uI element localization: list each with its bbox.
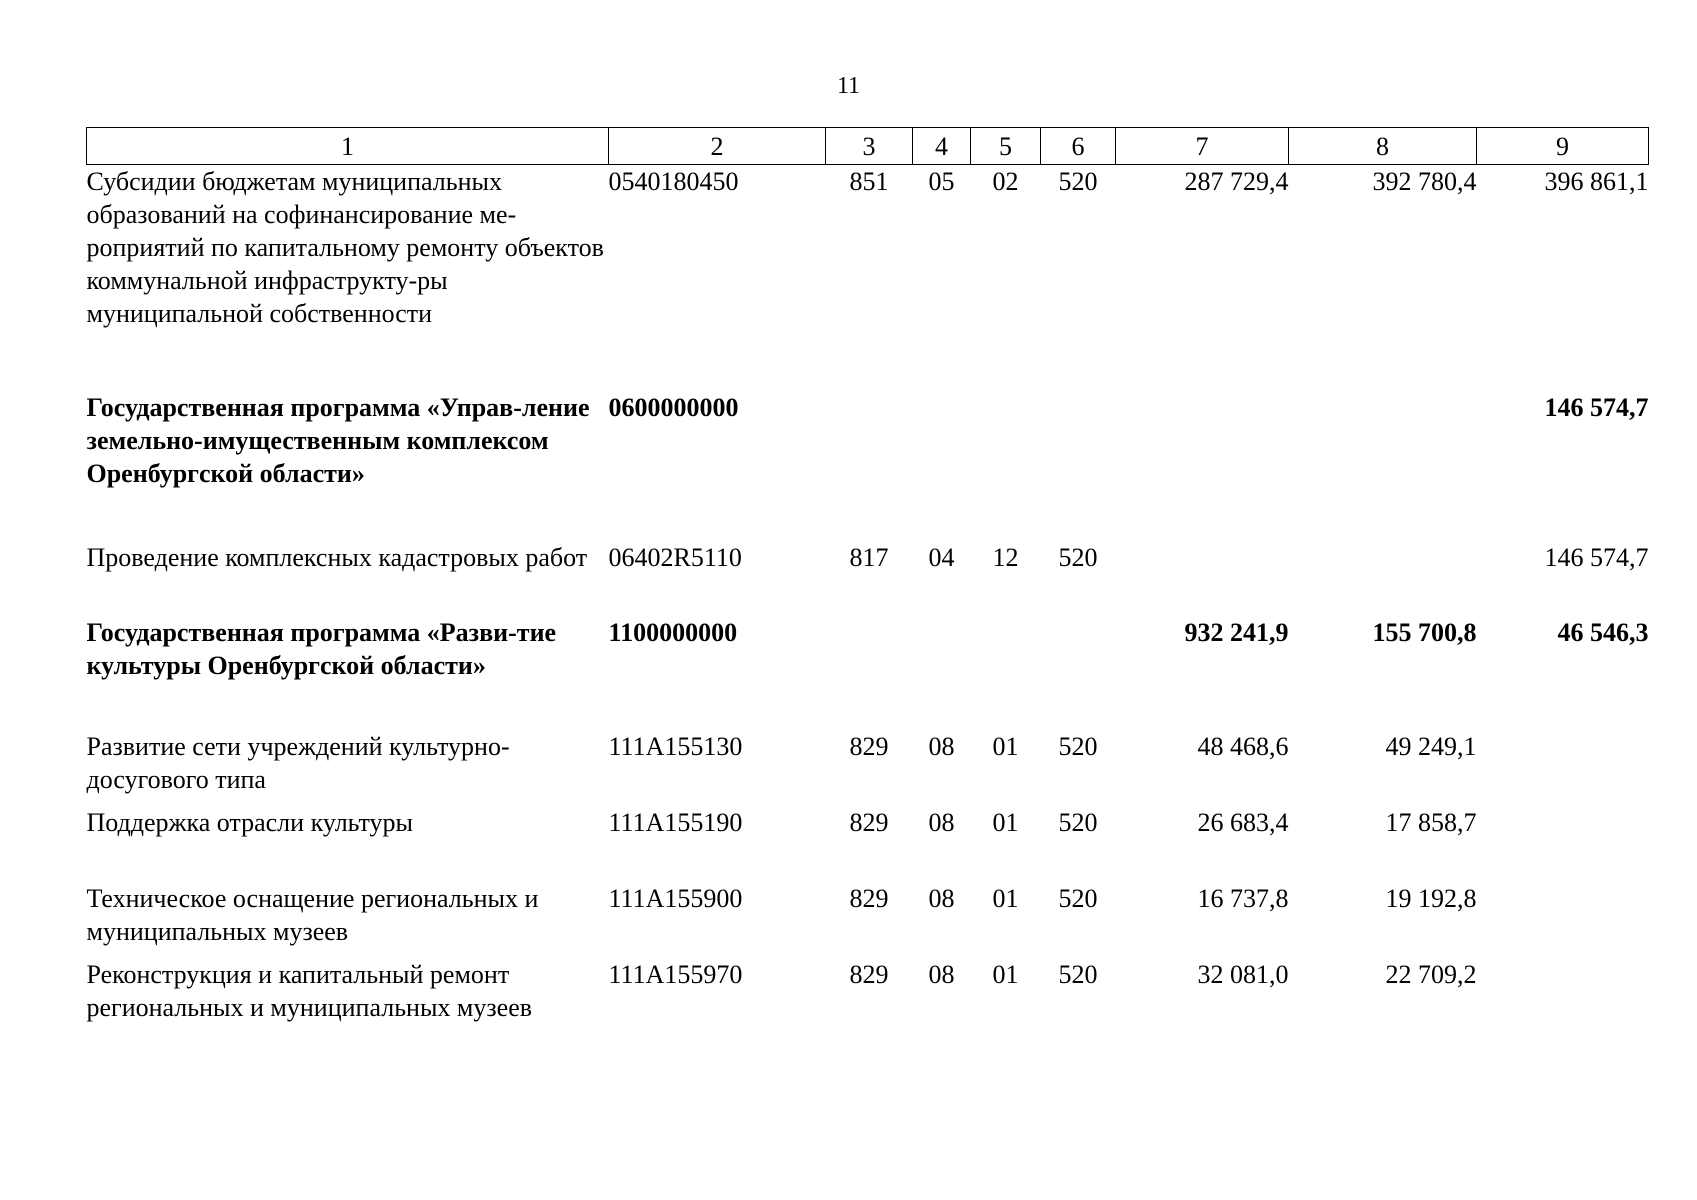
row-col3: 829 (849, 883, 889, 913)
table-row (87, 882, 1649, 958)
header-cell-2: 2 (609, 128, 826, 165)
header-cell-9: 9 (1477, 128, 1649, 165)
table-row (87, 616, 1649, 730)
row-col8: 19 192,8 (1385, 883, 1477, 913)
row-col9 (1477, 958, 1649, 1034)
row-col9: 146 574,7 (1544, 392, 1649, 422)
row-col7: 26 683,4 (1197, 807, 1289, 837)
row-name: Субсидии бюджетам муниципальных образований на софинансирование ме-роприятий по капитальному ремонту объектов коммунальной инфраструкту-ры муниципальной собственности (86, 167, 604, 328)
row-col3: 829 (849, 807, 889, 837)
header-cell-1: 1 (87, 128, 609, 165)
row-col9 (1477, 806, 1649, 882)
row-col5: 01 (992, 731, 1019, 761)
row-name: Государственная программа «Разви-тие культуры Оренбургской области» (86, 617, 557, 680)
row-col5 (971, 616, 1041, 730)
row-col8 (1289, 541, 1477, 616)
header-cell-7: 7 (1116, 128, 1289, 165)
row-col9: 146 574,7 (1544, 542, 1649, 572)
row-col4 (913, 391, 971, 541)
row-code: 0540180450 (608, 167, 739, 196)
row-col5 (971, 391, 1041, 541)
row-col3 (826, 391, 913, 541)
row-col7: 16 737,8 (1197, 883, 1289, 913)
header-cell-8: 8 (1289, 128, 1477, 165)
row-code: 06402R5110 (608, 542, 742, 572)
row-code: 1100000000 (608, 617, 738, 647)
row-col3: 829 (849, 731, 889, 761)
row-col6: 520 (1058, 731, 1098, 761)
header-cell-6: 6 (1041, 128, 1116, 165)
row-col6: 520 (1058, 167, 1098, 196)
row-name: Государственная программа «Управ-ление земельно-имущественным комплексом Оренбургской области» (86, 392, 590, 488)
row-name: Реконструкция и капитальный ремонт региональных и муниципальных музеев (86, 959, 533, 1022)
row-col9: 396 861,1 (1544, 167, 1649, 196)
row-col8: 17 858,7 (1385, 807, 1477, 837)
row-col6: 520 (1058, 807, 1098, 837)
row-col8: 49 249,1 (1385, 731, 1477, 761)
row-col7: 932 241,9 (1184, 617, 1289, 647)
table-row (87, 165, 1649, 391)
header-cell-3: 3 (826, 128, 913, 165)
row-col7: 32 081,0 (1197, 959, 1289, 989)
row-col7 (1116, 541, 1289, 616)
row-col5: 02 (992, 167, 1019, 196)
budget-table (86, 127, 1649, 1034)
row-col3 (826, 616, 913, 730)
table-row (87, 958, 1649, 1034)
row-code: 0600000000 (608, 392, 739, 422)
row-col3: 829 (849, 959, 889, 989)
row-col4: 08 (928, 959, 955, 989)
table-row (87, 541, 1649, 616)
row-code: 111А155970 (608, 959, 743, 989)
row-col8: 392 780,4 (1372, 167, 1477, 196)
header-cell-4: 4 (913, 128, 971, 165)
row-col4: 04 (928, 542, 955, 572)
table-row (87, 730, 1649, 806)
row-col9 (1477, 882, 1649, 958)
row-col3: 817 (849, 542, 889, 572)
row-col6: 520 (1058, 959, 1098, 989)
row-col3: 851 (849, 167, 889, 196)
row-col7: 287 729,4 (1184, 167, 1289, 196)
row-col7 (1116, 391, 1289, 541)
table-row (87, 391, 1649, 541)
row-name: Техническое оснащение региональных и муниципальных музеев (86, 883, 539, 946)
row-col7: 48 468,6 (1197, 731, 1289, 761)
row-name: Поддержка отрасли культуры (86, 807, 414, 837)
row-col6: 520 (1058, 542, 1098, 572)
row-col5: 01 (992, 959, 1019, 989)
row-code: 111А155900 (608, 883, 743, 913)
row-col8: 22 709,2 (1385, 959, 1477, 989)
row-name: Проведение комплексных кадастровых работ (86, 542, 588, 572)
row-col4: 08 (928, 807, 955, 837)
row-col4: 08 (928, 883, 955, 913)
row-col5: 01 (992, 807, 1019, 837)
row-col8: 155 700,8 (1372, 617, 1477, 647)
row-col9 (1477, 730, 1649, 806)
row-name: Развитие сети учреждений культурно-досугового типа (86, 731, 510, 794)
row-col5: 01 (992, 883, 1019, 913)
row-col4: 05 (928, 167, 955, 196)
row-code: 111А155130 (608, 731, 743, 761)
header-cell-5: 5 (971, 128, 1041, 165)
row-col8 (1289, 391, 1477, 541)
row-col6: 520 (1058, 883, 1098, 913)
page-number: 11 (836, 73, 861, 99)
row-col4 (913, 616, 971, 730)
header-row (87, 128, 1649, 165)
row-col5: 12 (992, 542, 1019, 572)
row-col6 (1041, 616, 1116, 730)
row-col9: 46 546,3 (1557, 617, 1649, 647)
table-row (87, 806, 1649, 882)
row-col6 (1041, 391, 1116, 541)
row-col4: 08 (928, 731, 955, 761)
row-code: 111А155190 (608, 807, 743, 837)
